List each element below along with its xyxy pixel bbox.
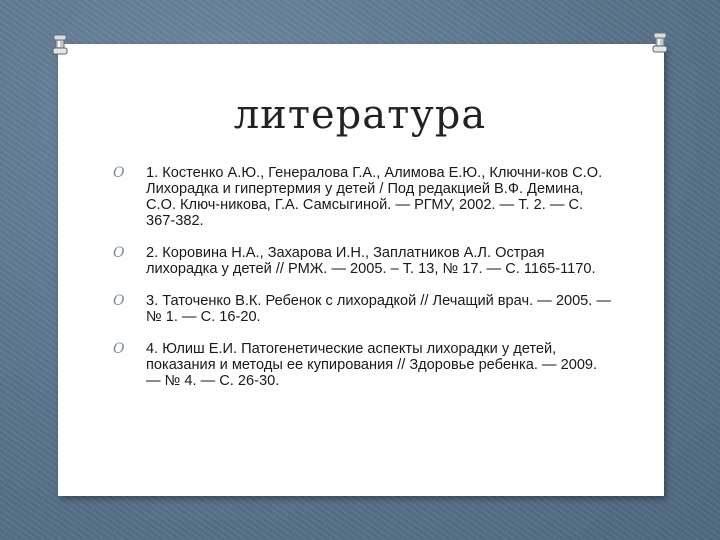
reference-text: 4. Юлиш Е.И. Патогенетические аспекты лихорадки у детей, показания и методы ее купирования // Здоровье ребенка. — 2009. — № 4. — С. 26-30.: [146, 341, 598, 389]
reference-item-1: [113, 165, 613, 229]
reference-item-2: [113, 245, 613, 277]
reference-item-3: [113, 293, 613, 325]
reference-text: 1. Костенко А.Ю., Генералова Г.А., Алимова Е.Ю., Ключни-ков С.О. Лихорадка и гипертермия у детей / Под редакцией В.Ф. Демина, С.О. Ключ-никова, Г.А. Самсыгиной. — РГМУ, 2002. — Т. 2. — С. 367-382.: [146, 165, 603, 229]
bullet-marker: O: [113, 245, 125, 261]
reference-text: 3. Таточенко В.К. Ребенок с лихорадкой // Лечащий врач. — 2005. — № 1. — С. 16-20.: [146, 293, 612, 325]
bullet-marker: O: [113, 341, 125, 357]
slide-title: литература: [233, 92, 487, 138]
reference-list: [113, 165, 613, 389]
reference-item-4: [113, 341, 613, 389]
bullet-marker: O: [113, 165, 125, 181]
bullet-marker: O: [113, 293, 125, 309]
pushpin-left-icon: [51, 34, 69, 56]
reference-text: 2. Коровина Н.А., Захарова И.Н., Заплатников А.Л. Острая лихорадка у детей // РМЖ. — 2005. – Т. 13, № 17. — С. 1165-1170.: [146, 245, 596, 277]
pushpin-right-icon: [651, 32, 669, 54]
